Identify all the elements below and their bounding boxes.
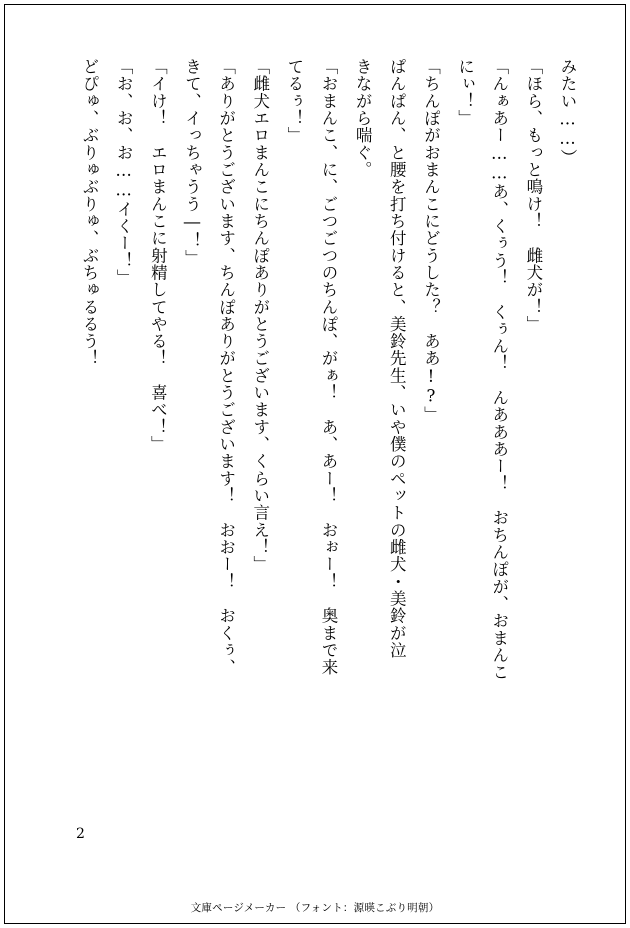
text-line: てるぅ！」: [284, 58, 304, 144]
vertical-text-body: [28, 58, 584, 818]
text-line: きて、イっちゃうう―！」: [182, 58, 202, 267]
text-line: にぃ！」: [455, 58, 475, 127]
text-line: きながら喘ぐ。: [353, 58, 373, 179]
text-line: 「ちんぽがおまんこにどうした？ ああ!?」: [421, 58, 441, 424]
text-line: 「お、お、お……イくー！」: [114, 58, 134, 287]
text-line: 「イけ！ エロまんこに射精してやる！ 喜べ！」: [148, 58, 168, 453]
page-number: 2: [76, 826, 85, 842]
text-line: 「おまんこ、に、ごつごつのちんぽ、がぁ！ あ、あー！ おぉー！ 奥まで来: [319, 58, 339, 676]
text-line: 「ほら、もっと鳴け！ 雌犬が！」: [523, 58, 543, 333]
text-line: 「ありがとうございます、ちんぽありがとうございます！ おおー！ おくぅ、: [216, 58, 236, 676]
footer-credit: 文庫ページメーカー （フォント：源暎こぶり明朝）: [190, 902, 440, 914]
text-line: みたい……）: [558, 58, 577, 166]
text-line: 「んぁあー……あ、くぅう！ くぅん！ んあああー！ おちんぽが、おまんこ: [489, 58, 509, 681]
text-line: どぴゅ、ぶりゅぶりゅ、ぶちゅるるう！: [80, 58, 100, 367]
text-line: ぱんぱん、と腰を打ち付けると、美鈴先生、いや僕のペットの雌犬・美鈴が泣: [387, 58, 407, 659]
text-line: 「雌犬エロまんこにちんぽありがとうございます、くらい言え！」: [250, 58, 270, 573]
